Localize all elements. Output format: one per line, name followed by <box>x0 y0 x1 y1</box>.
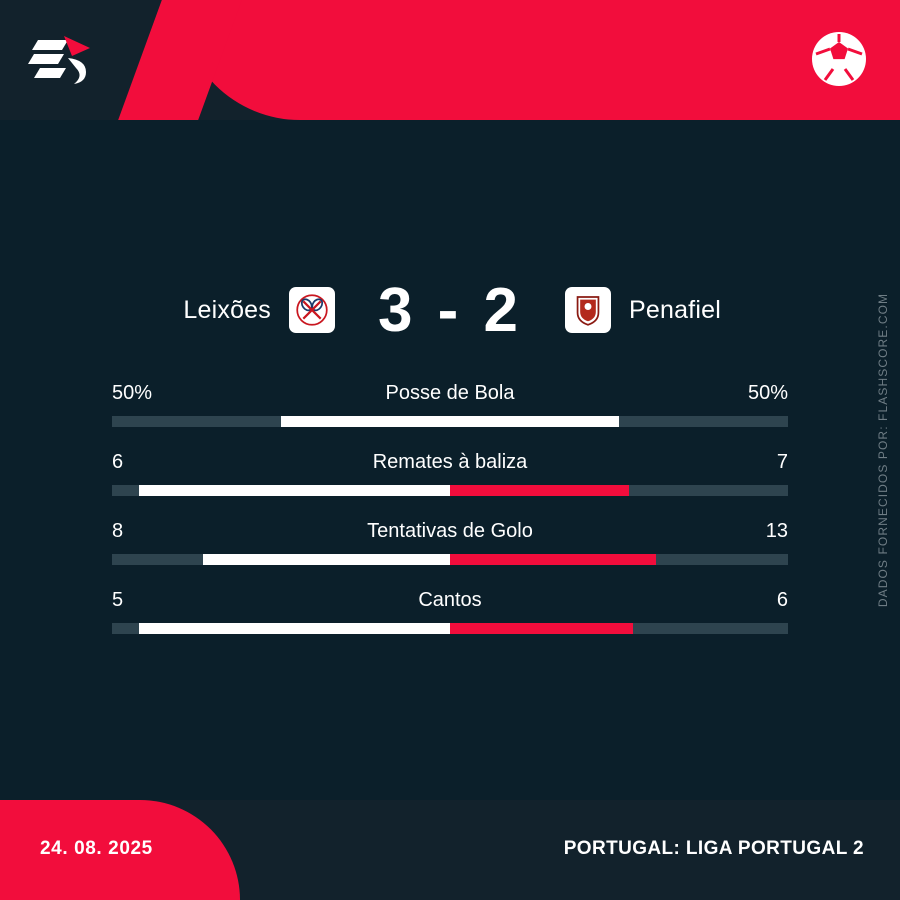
stat-row <box>112 382 788 427</box>
stat-label: Tentativas de Golo <box>367 520 533 542</box>
stat-home-value: 5 <box>112 589 124 611</box>
stat-bar <box>112 485 788 496</box>
footer <box>0 800 900 900</box>
stat-home-value: 6 <box>112 451 124 473</box>
stat-bar <box>112 554 788 565</box>
scoreline <box>0 268 900 352</box>
competition-name: PORTUGAL: LIGA PORTUGAL 2 <box>563 838 864 859</box>
home-team-name: Leixões <box>183 295 271 324</box>
stat-home-value: 8 <box>112 520 124 542</box>
leixoes-crest-icon <box>289 287 335 333</box>
stat-row <box>112 451 788 496</box>
stat-label: Posse de Bola <box>385 382 515 404</box>
penafiel-crest-icon <box>565 287 611 333</box>
stat-home-value: 50% <box>112 382 153 404</box>
score-value: 3 - 2 <box>377 275 523 345</box>
stat-bar <box>112 416 788 427</box>
flashscore-logo-icon <box>28 26 96 94</box>
stat-label: Remates à baliza <box>372 451 528 473</box>
match-date: 24. 08. 2025 <box>40 838 153 859</box>
away-team-name: Penafiel <box>629 295 721 324</box>
header <box>0 0 900 120</box>
stat-label: Cantos <box>418 589 482 611</box>
header-red-banner <box>180 0 900 120</box>
stat-row <box>112 520 788 565</box>
stats-list <box>112 382 788 658</box>
football-ball-icon <box>810 30 868 88</box>
stat-away-value: 13 <box>765 520 788 542</box>
stat-away-value: 7 <box>776 451 788 473</box>
stat-bar <box>112 623 788 634</box>
stat-away-value: 50% <box>747 382 788 404</box>
data-provider-label: DADOS FORNECIDOS POR: FLASHSCORE.COM <box>876 292 890 608</box>
stat-row <box>112 589 788 634</box>
stat-away-value: 6 <box>776 589 788 611</box>
